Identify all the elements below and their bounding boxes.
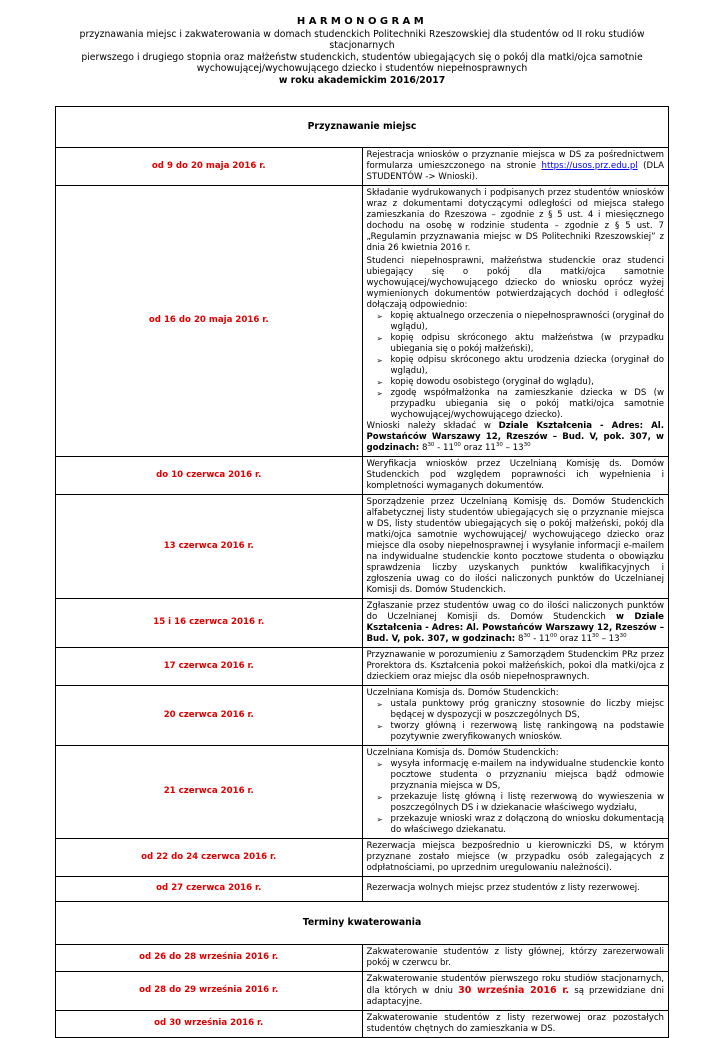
row-date: 15 i 16 czerwca 2016 r. bbox=[56, 598, 363, 647]
row-date: do 10 czerwca 2016 r. bbox=[56, 456, 363, 494]
paragraph: Składanie wydrukowanych i podpisanych przez studentów wniosków wraz z dokumentami dotyczącymi odległości od miejsca stałego zamieszkania do Rzeszowa – zgodnie z § 5 ust. 4 i miesięcznego dochodu na osobę w rodzinie studenta – zgodnie z § 5 ust. 7 „Regulamin przyznawania miejsc w DS Politechniki Rzeszowskiej” z dnia 26 kwietnia 2016 r. bbox=[366, 187, 664, 253]
list-item: ➢ kopię odpisu skróconego aktu małżeństwa (w przypadku ubiegania się o pokój małżeński), bbox=[381, 333, 665, 355]
row-description bbox=[362, 147, 669, 185]
row-date: od 27 czerwca 2016 r. bbox=[56, 876, 363, 901]
document-list bbox=[367, 311, 665, 421]
row-date: 21 czerwca 2016 r. bbox=[56, 745, 363, 838]
document-title: HARMONOGRAM bbox=[296, 16, 428, 27]
submission-lead: Wnioski należy składać w bbox=[366, 420, 499, 431]
hour: - 11 bbox=[530, 633, 550, 644]
list-item: ➢ kopię dowodu osobistego (oryginał do wglądu), bbox=[381, 377, 665, 388]
list-item: ➢ zgodę współmałżonka na zamieszkanie dziecka w DS (w przypadku ubiegania się o pokój matki/ojca samotnie wychowującej/wychowującego dziecko). bbox=[381, 388, 665, 421]
row-date: od 9 do 20 maja 2016 r. bbox=[56, 147, 363, 185]
header-line-1: przyznawania miejsc i zakwaterowania w domach studenckich Politechniki Rzeszowskiej dla studentów od II roku studiów stacjonarnych bbox=[79, 28, 645, 52]
table-row bbox=[56, 185, 669, 456]
row-description: Sporządzenie przez Uczelnianą Komisję ds. Domów Studenckich alfabetycznej listy studentów ubiegających się o przyznanie miejsca w DS, listy studentów ubiegających się o pokój małżeński, pokój dla matki/ojca samotnie wychowującej/ wychowującego dziecko oraz miejsce dla osoby niepełnosprawnej i wysyłanie informacji e-mailem na indywidualne studenckie konto pocztowe studenta o obowiązku sprawdzenia liczby uzyskanych punktów kwalifikacyjnych i zgłoszenia uwag co do ilości naliczonych punktów do Uczelnianej Komisji ds. Domów Studenckich. bbox=[362, 494, 669, 598]
minute: 30 bbox=[427, 441, 435, 448]
table-row bbox=[56, 944, 669, 971]
academic-year: w roku akademickim 2016/2017 bbox=[278, 74, 446, 86]
list-item: ➢ ustala punktowy próg graniczny stosownie do liczby miejsc będącej w dyspozycji w poszczególnych DS, bbox=[381, 699, 665, 721]
row-text-after: (DLA STUDENTÓW -> Wnioski). bbox=[366, 160, 664, 182]
table-row bbox=[56, 494, 669, 598]
hour: 8 bbox=[421, 442, 428, 453]
hour: - 11 bbox=[434, 442, 454, 453]
list-item: ➢ przekazuje wnioski wraz z dołączoną do wniosku dokumentacją do właściwego dziekanatu. bbox=[381, 814, 665, 836]
row-text: są przewidziane dni adaptacyjne. bbox=[366, 985, 664, 1007]
row-description bbox=[362, 598, 669, 647]
row-date: 13 czerwca 2016 r. bbox=[56, 494, 363, 598]
hour: – 13 bbox=[598, 633, 620, 644]
paragraph: Uczelniana Komisja ds. Domów Studenckich: bbox=[366, 747, 559, 758]
minute: 30 bbox=[523, 632, 531, 639]
row-description: Zakwaterowanie studentów z listy rezerwowej oraz pozostałych studentów chętnych do zamieszkania w DS. bbox=[362, 1010, 669, 1037]
row-description: Weryfikacja wniosków przez Uczelnianą Komisję ds. Domów Studenckich pod względem poprawności ich wypełnienia i kompletności wymaganych dokumentów. bbox=[362, 456, 669, 494]
row-date: od 22 do 24 czerwca 2016 r. bbox=[56, 838, 363, 876]
row-description: Przyznawanie w porozumieniu z Samorządem Studenckim PRz przez Prorektora ds. Kształcenia pokoi małżeńskich, pokoi dla matki/ojca z dzieckiem oraz miejsc dla osób niepełnosprawnych. bbox=[362, 647, 669, 685]
table-row bbox=[56, 598, 669, 647]
minute: 30 bbox=[591, 632, 599, 639]
minute: 30 bbox=[619, 632, 627, 639]
table-row bbox=[56, 456, 669, 494]
paragraph: Uczelniana Komisja ds. Domów Studenckich: bbox=[366, 687, 559, 698]
table-row bbox=[56, 147, 669, 185]
row-description bbox=[362, 745, 669, 838]
list-item: ➢ kopię aktualnego orzeczenia o niepełnosprawności (oryginał do wglądu), bbox=[381, 311, 665, 333]
row-date: 20 czerwca 2016 r. bbox=[56, 685, 363, 745]
list-item: ➢ kopię odpisu skróconego aktu urodzenia dziecka (oryginał do wglądu), bbox=[381, 355, 665, 377]
usos-link[interactable]: https://usos.prz.edu.pl bbox=[541, 160, 638, 171]
row-date: 17 czerwca 2016 r. bbox=[56, 647, 363, 685]
row-text: Zakwaterowanie studentów pierwszego roku studiów stacjonarnych, dla których w dniu bbox=[366, 973, 664, 996]
table-row bbox=[56, 745, 669, 838]
minute: 30 bbox=[523, 441, 531, 448]
row-text: Rejestracja wniosków o przyznanie miejsca w DS za pośrednictwem formularza umieszczonego na stronie bbox=[366, 149, 664, 171]
header-line-3: wychowującej/wychowującego dziecko i studentów niepełnosprawnych bbox=[196, 63, 528, 75]
header-line-2: pierwszego i drugiego stopnia oraz małżeństw studenckich, studentów ubiegających się o pokój dla matki/ojca samotnie bbox=[81, 51, 643, 63]
row-description bbox=[362, 685, 669, 745]
list-item: ➢ tworzy główną i rezerwową listę rankingową na podstawie pozytywnie zweryfikowanych wniosków. bbox=[381, 721, 665, 743]
office-hours bbox=[422, 443, 531, 453]
submission-info bbox=[367, 421, 665, 454]
task-list bbox=[367, 699, 665, 743]
task-list bbox=[367, 759, 665, 836]
section-row bbox=[56, 901, 669, 944]
minute: 00 bbox=[549, 632, 557, 639]
hour: oraz 11 bbox=[460, 442, 496, 453]
row-description bbox=[362, 185, 669, 456]
hour: oraz 11 bbox=[556, 633, 592, 644]
row-text: Zgłaszanie przez studentów uwag co do ilości naliczonych punktów do Uczelnianej Komisji ds. Domów Studenckich bbox=[366, 600, 664, 622]
submission-address: w Dziale Kształcenia - Adres: Al. Powstańców Warszawy 12, Rzeszów – Bud. V, pok. 307, w godzinach: bbox=[366, 611, 664, 644]
row-description: Zakwaterowanie studentów z listy głównej, którzy zarezerwowali pokój w czerwcu br. bbox=[362, 944, 669, 971]
section-row bbox=[56, 106, 669, 147]
row-date: od 16 do 20 maja 2016 r. bbox=[56, 185, 363, 456]
table-row bbox=[56, 971, 669, 1010]
minute: 00 bbox=[453, 441, 461, 448]
schedule-table bbox=[55, 106, 669, 1038]
row-date: od 28 do 29 września 2016 r. bbox=[56, 971, 363, 1010]
highlight-date: 30 września 2016 r. bbox=[458, 984, 570, 996]
list-item: ➢ przekazuje listę główną i listę rezerwową do wywieszenia w poszczególnych DS i w dziekanacie właściwego wydziału, bbox=[381, 792, 665, 814]
row-description: Rezerwacja miejsca bezpośrednio u kierowniczki DS, w którym przyznane zostało miejsce (w przypadku osób zalegających z odpłatnościami, po uprzednim uregulowaniu należności). bbox=[362, 838, 669, 876]
section-heading-allocation: Przyznawanie miejsc bbox=[56, 106, 669, 147]
hour: – 13 bbox=[502, 442, 524, 453]
section-heading-accommodation: Terminy kwaterowania bbox=[56, 901, 669, 944]
office-hours bbox=[515, 634, 626, 644]
list-item: ➢ wysyła informację e-mailem na indywidualne studenckie konto pocztowe studenta o przyznaniu miejsca bądź odmowie przyznania miejsca w DS, bbox=[381, 759, 665, 792]
submission-address: Dziale Kształcenia - Adres: Al. Powstańców Warszawy 12, Rzeszów – Bud. V, pok. 307, w godzinach: bbox=[366, 420, 664, 453]
table-row bbox=[56, 838, 669, 876]
minute: 30 bbox=[495, 441, 503, 448]
row-description: Rezerwacja wolnych miejsc przez studentów z listy rezerwowej. bbox=[362, 876, 669, 901]
document-header bbox=[55, 16, 669, 87]
table-row bbox=[56, 876, 669, 901]
table-row bbox=[56, 685, 669, 745]
paragraph: Studenci niepełnosprawni, małżeństwa studenckie oraz studenci ubiegający się o pokój dla matki/ojca samotnie wychowującej/wychowującego dziecko do wniosku oprócz wyżej wymienionych dokumentów potwierdzających dochód i odległość dołączają odpowiednio: bbox=[366, 255, 664, 310]
row-date: od 26 do 28 września 2016 r. bbox=[56, 944, 363, 971]
row-date: od 30 września 2016 r. bbox=[56, 1010, 363, 1037]
row-description bbox=[362, 971, 669, 1010]
hour: 8 bbox=[515, 633, 524, 644]
table-row bbox=[56, 647, 669, 685]
